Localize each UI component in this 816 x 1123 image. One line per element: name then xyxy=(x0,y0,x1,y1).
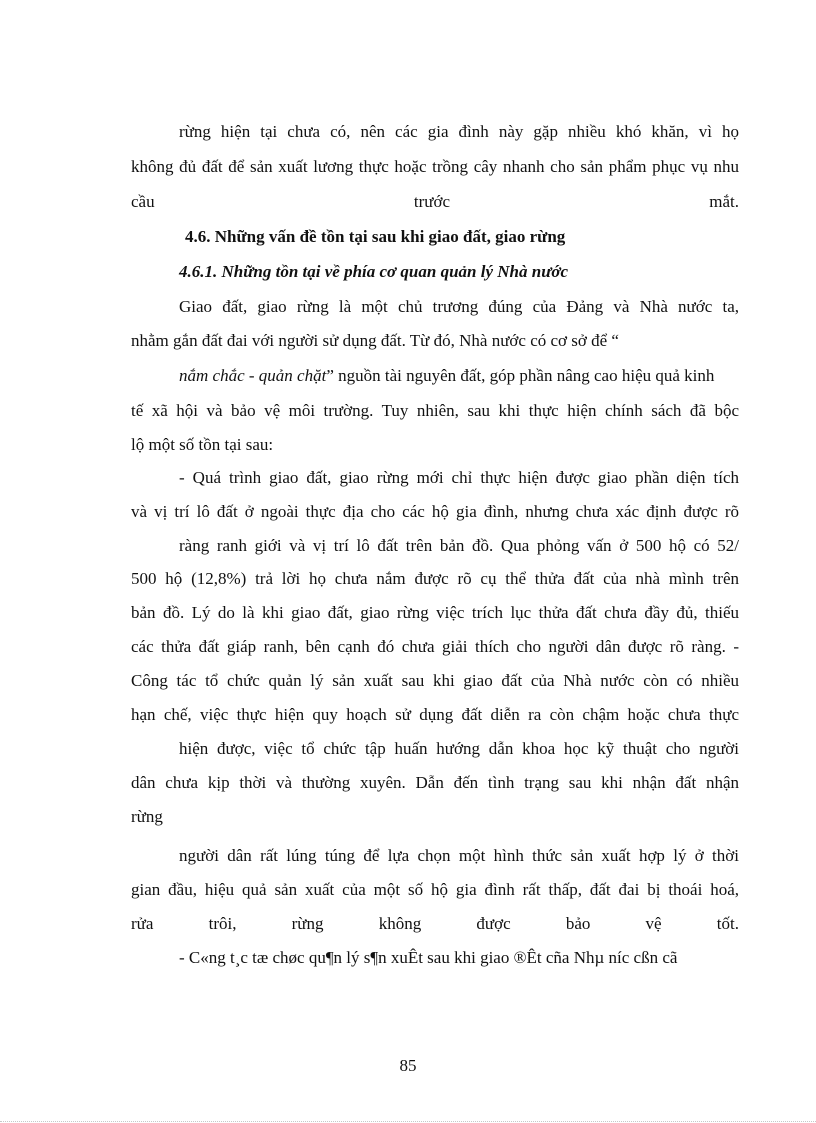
text-line: cầu trước mắt. xyxy=(131,192,739,211)
page-number: 85 xyxy=(399,1056,417,1075)
text-line xyxy=(179,365,739,387)
text-line: ràng ranh giới và vị trí lô đất trên bản đồ. Qua phỏng vấn ở 500 hộ có 52/ xyxy=(179,536,739,555)
subsection-heading: 4.6.1. Những tồn tại về phía cơ quan quản lý Nhà nước xyxy=(179,262,569,281)
text-line: tế xã hội và bảo vệ môi trường. Tuy nhiên, sau khi thực hiện chính sách đã bộc xyxy=(131,401,739,420)
text-line: lộ một số tồn tại sau: xyxy=(131,435,274,454)
text-line: nhằm gắn đất đai với người sử dụng đất. Từ đó, Nhà nước có cơ sở để “ xyxy=(131,331,619,350)
text-line: hiện được, việc tổ chức tập huấn hướng dẫn khoa học kỹ thuật cho người xyxy=(179,739,739,758)
text-line: bản đồ. Lý do là khi giao đất, giao rừng việc trích lục thửa đất chưa đầy đủ, thiếu xyxy=(131,603,739,622)
text-line: rừng xyxy=(131,807,163,826)
text-line: Giao đất, giao rừng là một chủ trương đúng của Đảng và Nhà nước ta, xyxy=(179,297,739,316)
emphasis-phrase: nắm chắc - quản chặt xyxy=(179,366,327,385)
text-line: gian đầu, hiệu quả sản xuất của một số hộ gia đình rất thấp, đất đai bị thoái hoá, xyxy=(131,880,739,899)
text-line: và vị trí lô đất ở ngoài thực địa cho các hộ gia đình, nhưng chưa xác định được rõ xyxy=(131,502,739,521)
text-line: - Quá trình giao đất, giao rừng mới chỉ thực hiện được giao phần diện tích xyxy=(179,468,739,487)
text-line: các thửa đất giáp ranh, bên cạnh đó chưa giải thích cho người dân được rõ ràng. - xyxy=(131,637,739,656)
text-line: 500 hộ (12,8%) trả lời họ chưa nắm được rõ cụ thể thửa đất của nhà mình trên xyxy=(131,569,739,588)
text-span: ” nguồn tài nguyên đất, góp phần nâng cao hiệu quả kinh xyxy=(326,366,715,385)
garbled-text-line: - C«ng t¸c tæ chøc qu¶n lý s¶n xuÊt sau khi giao ®Êt cña Nhµ níc cßn cã xyxy=(179,948,678,967)
text-line: Công tác tổ chức quản lý sản xuất sau khi giao đất của Nhà nước còn có nhiều xyxy=(131,671,739,690)
text-line: rừng hiện tại chưa có, nên các gia đình này gặp nhiều khó khăn, vì họ xyxy=(179,122,739,141)
section-heading: 4.6. Những vấn đề tồn tại sau khi giao đất, giao rừng xyxy=(185,227,566,246)
text-line: không đủ đất để sản xuất lương thực hoặc trồng cây nhanh cho sản phẩm phục vụ nhu xyxy=(131,157,739,176)
text-line: dân chưa kịp thời và thường xuyên. Dẫn đến tình trạng sau khi nhận đất nhận xyxy=(131,773,739,792)
text-line: rửa trôi, rừng không được bảo vệ tốt. xyxy=(131,914,739,933)
text-line: người dân rất lúng túng để lựa chọn một hình thức sản xuất hợp lý ở thời xyxy=(179,846,739,865)
text-line: hạn chế, việc thực hiện quy hoạch sử dụng đất diễn ra còn chậm hoặc chưa thực xyxy=(131,705,739,724)
page-bottom-divider xyxy=(0,1121,816,1122)
